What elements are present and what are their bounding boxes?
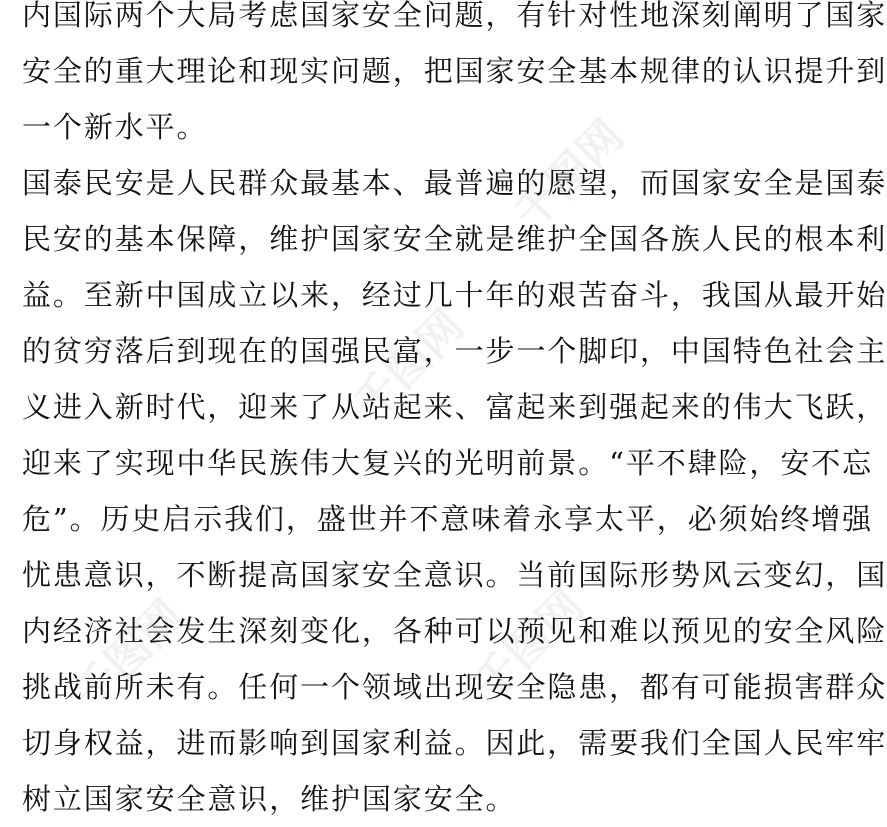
text-line: 挑战前所未有。任何一个领域出现安全隐患，都有可能损害群众 [22, 670, 887, 704]
text-line: 树立国家安全意识，维护国家安全。 [22, 782, 517, 816]
text-line: 安全的重大理论和现实问题，把国家安全基本规律的认识提升到 [22, 54, 887, 88]
watermark: 千图网 [64, 590, 194, 720]
watermark: 千图网 [464, 580, 594, 710]
text-line: 内经济社会发生深刻变化，各种可以预见和难以预见的安全风险 [22, 614, 887, 648]
text-line: 国泰民安是人民群众最基本、最普遍的愿望，而国家安全是国泰 [22, 166, 887, 200]
text-line: 迎来了实现中华民族伟大复兴的光明前景。“平不肆险，安不忘 [22, 446, 874, 480]
text-line: 民安的基本保障，维护国家安全就是维护全国各族人民的根本利 [22, 222, 887, 256]
watermark: 千图网 [344, 300, 474, 430]
text-line: 的贫穷落后到现在的国强民富，一步一个脚印，中国特色社会主 [22, 334, 887, 368]
text-line: 义进入新时代，迎来了从站起来、富起来到强起来的伟大飞跃， [22, 390, 887, 424]
text-line: 切身权益，进而影响到国家利益。因此，需要我们全国人民牢牢 [22, 726, 887, 760]
text-line: 一个新水平。 [22, 110, 208, 144]
text-line: 危”。历史启示我们，盛世并不意味着永享太平，必须始终增强 [22, 502, 874, 536]
text-line: 忧患意识，不断提高国家安全意识。当前国际形势风云变幻，国 [22, 558, 887, 592]
watermark: 千图网 [504, 110, 634, 240]
text-line: 益。至新中国成立以来，经过几十年的艰苦奋斗，我国从最开始 [22, 278, 887, 312]
text-line: 内国际两个大局考虑国家安全问题，有针对性地深刻阐明了国家 [22, 0, 887, 32]
